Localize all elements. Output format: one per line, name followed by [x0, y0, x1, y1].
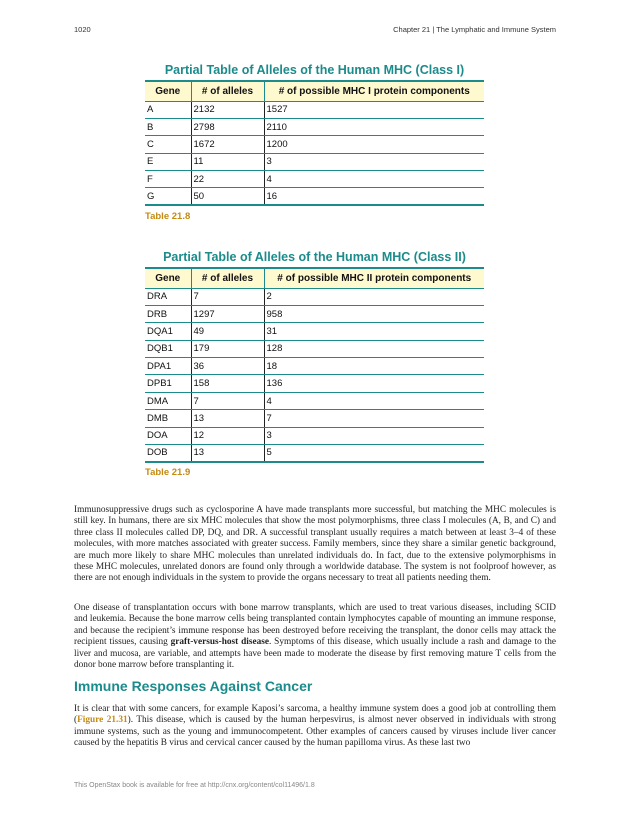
gene-cell: DMB: [145, 410, 191, 427]
gene-cell: DRA: [145, 288, 191, 305]
protein-components-cell: 4: [264, 392, 484, 409]
table-row: [145, 410, 484, 427]
protein-components-cell: 1527: [264, 101, 484, 118]
paragraph-text: ). This disease, which is caused by the human herpesvirus, is almost never observed in individuals with strong immune systems, such as the young and immunocompetent. Other examples of cancers caused by viruses include liver cancer caused by the hepatitis B virus and cervical cancer caused by the human papilloma virus. As these last two: [74, 715, 556, 749]
column-header-gene: Gene: [145, 268, 191, 288]
protein-components-cell: 16: [264, 188, 484, 205]
gene-cell: DQA1: [145, 323, 191, 340]
alleles-cell: 1297: [191, 305, 264, 322]
figure-link[interactable]: Figure 21.31: [77, 715, 128, 726]
paragraph-text: . Symptoms of this disease, which usually include a rash and damage to the liver and mucosa, are variable, and attempts have been made to moderate the disease by first removing mature T cells from the donor bone marrow before transplanting it.: [74, 637, 556, 671]
alleles-cell: 12: [191, 427, 264, 444]
alleles-cell: 22: [191, 171, 264, 188]
column-header-protein-components: # of possible MHC I protein components: [264, 81, 484, 101]
protein-components-cell: 2: [264, 288, 484, 305]
alleles-cell: 2132: [191, 101, 264, 118]
gene-cell: DPA1: [145, 358, 191, 375]
table-row: [145, 101, 484, 118]
gene-cell: DQB1: [145, 340, 191, 357]
table-caption-21-9: Table 21.9: [145, 467, 191, 478]
key-term: graft-versus-host disease: [170, 637, 269, 648]
alleles-cell: 49: [191, 323, 264, 340]
column-header-alleles: # of alleles: [191, 268, 264, 288]
mhc-class-i-table: [145, 80, 484, 206]
paragraph-text: One disease of transplantation occurs with bone marrow transplants, which are used to treat various diseases, including SCID and leukemia. Because the bone marrow cells being transplanted contain lymphocytes capable of mounting an immune response, and because the recipient’s immune response has been destroyed before receiving the transplant, the donor cells may attack the recipient tissues, causing: [74, 603, 556, 648]
mhc-class-ii-table: [145, 267, 484, 463]
gene-cell: C: [145, 136, 191, 153]
body-paragraph-1: Immunosuppressive drugs such as cyclosporine A have made transplants more successful, but matching the MHC molecules is still key. In humans, there are six MHC molecules that show the most polymorphisms, three class I molecules (A, B, and C) and three class II molecules called DP, DQ, and DR. A successful transplant usually requires a match between at least 3–4 of these molecules, with more matches associated with greater success. Family members, since they share a similar genetic background, are much more likely to share MHC molecules than unrelated individuals do. In fact, due to the extensive polymorphisms in these MHC molecules, unrelated donors are found only through a worldwide database. The system is not foolproof however, as there are not enough individuals in the system to provide the organs necessary to treat all patients needing them.: [74, 505, 556, 584]
table-row: [145, 427, 484, 444]
table-caption-21-8: Table 21.8: [145, 211, 191, 222]
alleles-cell: 1672: [191, 136, 264, 153]
table-row: [145, 392, 484, 409]
protein-components-cell: 958: [264, 305, 484, 322]
table-title-class-ii: Partial Table of Alleles of the Human MHC (Class II): [163, 250, 466, 264]
gene-cell: DOA: [145, 427, 191, 444]
table-row: [145, 153, 484, 170]
gene-cell: G: [145, 188, 191, 205]
paragraph-text: It is clear that with some cancers, for example Kaposi’s sarcoma, a healthy immune system does a good job at controlling them (: [74, 704, 556, 726]
table-row: [145, 340, 484, 357]
gene-cell: B: [145, 118, 191, 135]
alleles-cell: 2798: [191, 118, 264, 135]
table-row: [145, 445, 484, 462]
alleles-cell: 36: [191, 358, 264, 375]
table-title-class-i: Partial Table of Alleles of the Human MHC (Class I): [164, 63, 465, 77]
protein-components-cell: 2110: [264, 118, 484, 135]
alleles-cell: 179: [191, 340, 264, 357]
table-row: [145, 171, 484, 188]
body-paragraph-3: [74, 704, 556, 750]
table-row: [145, 358, 484, 375]
table-row: [145, 288, 484, 305]
protein-components-cell: 4: [264, 171, 484, 188]
alleles-cell: 11: [191, 153, 264, 170]
protein-components-cell: 136: [264, 375, 484, 392]
page-number: 1020: [74, 25, 91, 34]
protein-components-cell: 1200: [264, 136, 484, 153]
gene-cell: F: [145, 171, 191, 188]
chapter-header: Chapter 21 | The Lymphatic and Immune System: [393, 25, 556, 34]
alleles-cell: 7: [191, 392, 264, 409]
table-row: [145, 136, 484, 153]
protein-components-cell: 31: [264, 323, 484, 340]
gene-cell: DOB: [145, 445, 191, 462]
column-header-protein-components: # of possible MHC II protein components: [264, 268, 484, 288]
body-paragraph-2: [74, 603, 556, 671]
gene-cell: A: [145, 101, 191, 118]
gene-cell: DRB: [145, 305, 191, 322]
section-heading: Immune Responses Against Cancer: [74, 678, 313, 694]
gene-cell: E: [145, 153, 191, 170]
table-row: [145, 375, 484, 392]
protein-components-cell: 128: [264, 340, 484, 357]
gene-cell: DPB1: [145, 375, 191, 392]
column-header-alleles: # of alleles: [191, 81, 264, 101]
alleles-cell: 13: [191, 445, 264, 462]
protein-components-cell: 7: [264, 410, 484, 427]
table-row: [145, 188, 484, 205]
protein-components-cell: 3: [264, 427, 484, 444]
alleles-cell: 13: [191, 410, 264, 427]
column-header-gene: Gene: [145, 81, 191, 101]
table-row: [145, 323, 484, 340]
gene-cell: DMA: [145, 392, 191, 409]
alleles-cell: 50: [191, 188, 264, 205]
footer-note: This OpenStax book is available for free at http://cnx.org/content/col11496/1.8: [74, 782, 315, 789]
protein-components-cell: 18: [264, 358, 484, 375]
table-row: [145, 118, 484, 135]
alleles-cell: 7: [191, 288, 264, 305]
alleles-cell: 158: [191, 375, 264, 392]
protein-components-cell: 5: [264, 445, 484, 462]
table-row: [145, 305, 484, 322]
protein-components-cell: 3: [264, 153, 484, 170]
